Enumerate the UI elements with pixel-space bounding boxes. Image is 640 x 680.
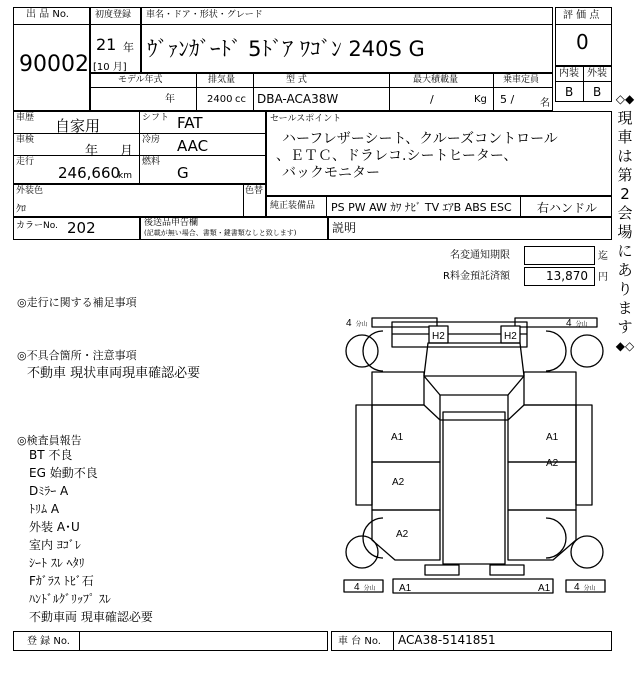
reg-month: [10 月]: [93, 62, 127, 73]
inspector-line: ﾄﾘﾑ A: [29, 502, 60, 516]
reg-year-unit: 年: [123, 41, 134, 54]
driving-notes-label: ◎走行に関する補足事項: [17, 296, 137, 309]
name-change-unit: 迄: [598, 251, 608, 262]
recycle-label: R料金預託済額: [443, 271, 510, 282]
recycle-amount: 13,870: [546, 269, 588, 283]
mileage-unit: km: [118, 171, 132, 181]
capacity-unit: Kg: [474, 94, 487, 105]
notice-char: 会: [617, 204, 633, 222]
color-change-label: 色替: [245, 186, 264, 196]
exterior-grade: B: [593, 85, 602, 99]
tire-label-top-left: 4 分山: [346, 318, 368, 329]
defect-text: 不動車 現状車両現車確認必要: [27, 366, 201, 381]
model-year-label: モデル年式: [118, 75, 163, 85]
score-label: 評 価 点: [563, 10, 600, 21]
notice-top-glyphs: ◇◆: [615, 92, 635, 106]
car-name: ｳﾞｧﾝｶﾞｰﾄﾞ 5ﾄﾞｱ ﾜｺﾞﾝ 240S G: [147, 37, 425, 61]
inspector-report: [29, 446, 153, 626]
mark-a1-left: A1: [391, 432, 404, 443]
mark-a1-rear-left: A1: [399, 583, 412, 594]
inspector-line: 不動車両 現車確認必要: [29, 610, 153, 624]
inspector-line: EG 始動不良: [29, 466, 98, 480]
mark-a2-left: A2: [392, 477, 405, 488]
color-box: [13, 184, 266, 217]
equipment-label: 純正装備品: [270, 201, 316, 211]
mark-a2-left-low: A2: [396, 529, 409, 540]
inspector-line: BT 不良: [29, 448, 73, 462]
displacement-unit: cc: [235, 94, 246, 105]
inspector-line: Dﾐﾗｰ A: [29, 484, 69, 498]
shift: FAT: [177, 114, 203, 132]
color-no-label: カラーNo.: [16, 221, 58, 231]
score: 0: [576, 30, 589, 54]
aftermarket-note: (記載が無い場合、書類・鍵書類なしと致します): [144, 229, 297, 237]
name-change-box: [524, 246, 595, 265]
color-no: 202: [67, 219, 96, 237]
notice-char: す: [617, 318, 633, 336]
interior-label: 内装: [559, 68, 579, 79]
aftermarket-label: 後送品申告欄: [144, 218, 199, 228]
notice-char: に: [617, 242, 633, 260]
mark-h2-right: H2: [504, 331, 517, 342]
history-label: 車歴: [16, 113, 35, 123]
chassis-no: ACA38-5141851: [398, 633, 496, 647]
notice-char: ま: [617, 299, 633, 317]
inspection-year-unit: 年: [85, 144, 99, 159]
inspector-line: 外装 A･U: [29, 520, 80, 534]
notice-char: は: [617, 147, 633, 165]
description-label: 説明: [332, 221, 357, 235]
ext-color-label: 外装色: [16, 186, 44, 196]
type-label: 型 式: [286, 75, 307, 85]
passengers-label: 乗車定員: [503, 75, 540, 85]
shift-label: シフト: [142, 113, 170, 123]
description-box: [328, 217, 612, 240]
sales-line-3: バックモニター: [282, 165, 380, 181]
exterior-label: 外装: [587, 68, 607, 79]
ac: AAC: [177, 137, 209, 155]
notice-bottom-glyphs: ◆◇: [615, 339, 635, 353]
displacement-label: 排気量: [208, 75, 236, 85]
inspector-line: ﾊﾝﾄﾞﾙｸﾞﾘｯﾌﾟ ｽﾚ: [29, 592, 111, 606]
sales-line-1: ハーフレザーシート、クルーズコントロール: [282, 131, 558, 147]
notice-char: あ: [617, 261, 633, 279]
inspection-month-unit: 月: [120, 144, 134, 159]
sales-line-2: 、ＥＴＣ、ドラレコ.シートヒーター、: [276, 148, 518, 164]
tire-label-bottom-right: 4 分山: [574, 582, 596, 593]
fuel: G: [177, 164, 189, 182]
steering: 右ハンドル: [537, 201, 598, 215]
notice-char: 場: [617, 223, 633, 241]
lot-label: 出 品 No.: [26, 9, 69, 20]
tire-label-top-right: 4 分山: [566, 318, 588, 329]
interior-grade: B: [565, 85, 574, 99]
inspector-label: ◎検査員報告: [17, 434, 82, 447]
chassis-label: 車 台 No.: [338, 636, 381, 647]
mark-a2-right: A2: [546, 458, 559, 469]
name-change-label: 名変通知期限: [450, 250, 510, 261]
mileage: 246,660: [58, 164, 121, 182]
inspection-label: 車検: [16, 135, 35, 145]
displacement: 2400: [207, 94, 233, 105]
equipment: PS PW AW ｶﾜ ﾅﾋﾞ TV ｴｱB ABS ESC: [331, 201, 512, 214]
passengers-unit: 名: [540, 98, 550, 109]
mark-a1-rear-right: A1: [538, 583, 551, 594]
reg-no-label: 登 録 No.: [27, 636, 70, 647]
passengers: 5 /: [500, 93, 515, 106]
notice-char: 第: [617, 166, 633, 184]
mark-h2-left: H2: [432, 331, 445, 342]
ext-color: ｸﾛ: [16, 204, 26, 215]
inspector-line: ｼｰﾄ ｽﾚ ﾍﾀﾘ: [29, 556, 85, 570]
model-year-unit: 年: [165, 94, 175, 105]
inspector-line: 室内 ﾖｺﾞﾚ: [29, 538, 81, 552]
type: DBA-ACA38W: [257, 92, 339, 106]
tire-label-bottom-left: 4 分山: [354, 582, 376, 593]
notice-char: 車: [617, 128, 633, 146]
vehicle-damage-diagram: [330, 314, 620, 600]
history: 自家用: [55, 117, 101, 135]
defect-label: ◎不具合箇所・注意事項: [17, 349, 137, 362]
mileage-label: 走行: [16, 157, 35, 167]
notice-char: り: [617, 280, 633, 298]
fuel-label: 燃料: [142, 157, 161, 167]
notice-char: 2: [620, 185, 630, 203]
recycle-unit: 円: [598, 272, 608, 283]
capacity-sep: /: [430, 93, 434, 106]
capacity-label: 最大積載量: [413, 75, 459, 85]
sales-label: セールスポイント: [270, 114, 342, 124]
first-reg-label: 初度登録: [95, 10, 132, 20]
mark-a1-right: A1: [546, 432, 559, 443]
reg-year: 21: [96, 35, 117, 54]
ac-label: 冷房: [142, 135, 161, 145]
car-name-label: 車名・ドア・形状・グレード: [146, 10, 263, 20]
lot-number: 90002: [19, 52, 89, 77]
notice-char: 現: [617, 109, 633, 127]
inspector-line: Fｶﾞﾗｽ ﾄﾋﾞ石: [29, 574, 94, 588]
